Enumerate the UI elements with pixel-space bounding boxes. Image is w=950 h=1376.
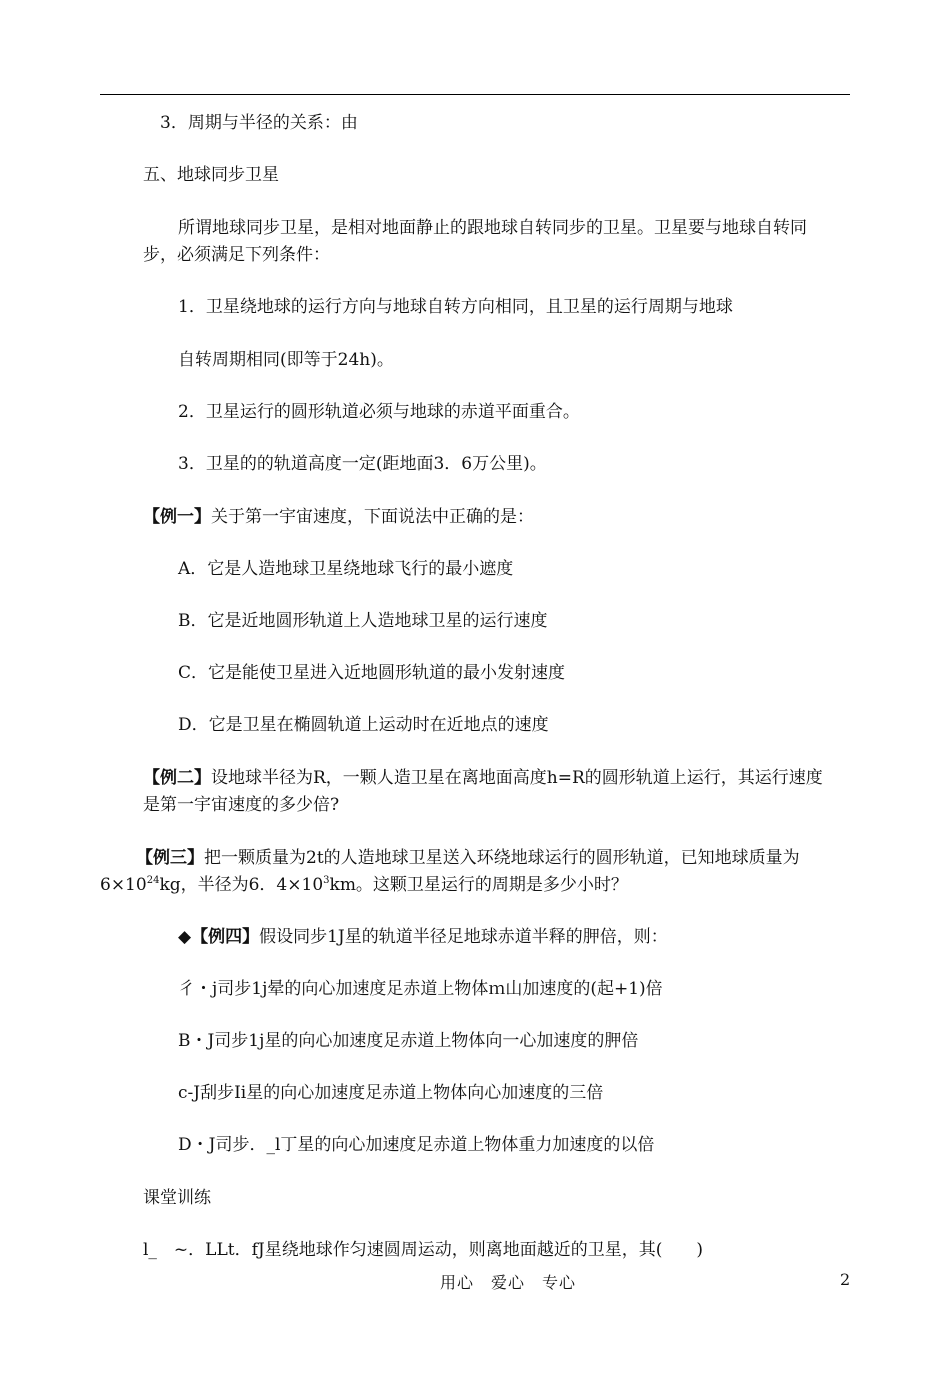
footer-motto: 用心 爱心 专心 [440, 1273, 577, 1292]
text-line [100, 874, 628, 896]
example-tag: 【例一】 [143, 507, 211, 527]
text-line: 2．卫星运行的圆形轨道必须与地球的赤道平面重合。 [178, 402, 580, 422]
option-c: C．它是能使卫星进入近地圆形轨道的最小发射速度 [178, 663, 566, 683]
exponent: 3 [323, 875, 330, 886]
example-tag: ◆【例四】 [178, 927, 260, 947]
example-3 [136, 847, 800, 869]
option-a: A．它是人造地球卫星绕地球飞行的最小遮度 [178, 559, 514, 579]
page-number: 2 [840, 1270, 851, 1289]
example-text: 关于第一宇宙速度，下面说法中正确的是： [211, 507, 534, 527]
text-fragment: km。这颗卫星运行的周期是多少小时？ [329, 875, 628, 895]
header-rule [100, 94, 850, 95]
option-d: D．它是卫星在椭圆轨道上运动时在近地点的速度 [178, 715, 549, 735]
section-heading: 课堂训练 [143, 1188, 211, 1208]
exponent: 24 [146, 875, 160, 886]
text-line: 自转周期相同(即等于24h)。 [178, 350, 394, 370]
example-1 [143, 506, 534, 528]
example-text: 把一颗质量为2t的人造地球卫星送入环绕地球运行的圆形轨道，已知地球质量为 [204, 848, 800, 868]
text-line: 是第一宇宙速度的多少倍? [143, 795, 340, 815]
example-4 [178, 926, 668, 948]
option-b: B・J司步1j星的向心加速度足赤道上物体向一心加速度的胛倍 [178, 1031, 639, 1051]
option-b: B．它是近地圆形轨道上人造地球卫星的运行速度 [178, 611, 548, 631]
example-text: 假设同步1J星的轨道半径足地球赤道半释的胛倍，则： [259, 927, 668, 947]
option-c: c-J刮步Ii星的向心加速度足赤道上物体向心加速度的三倍 [178, 1083, 604, 1103]
text-fragment: kg，半径为6．4×10 [159, 875, 324, 895]
text-line: 步，必须满足下列条件： [143, 245, 330, 265]
text-line: 所谓地球同步卫星，是相对地面静止的跟地球自转同步的卫星。卫星要与地球自转同 [178, 218, 807, 238]
text-fragment: 6×10 [100, 875, 147, 895]
text-line: 3．卫星的的轨道高度一定(距地面3．6万公里)。 [178, 454, 547, 474]
example-tag: 【例二】 [143, 768, 211, 788]
text-line: 1．卫星绕地球的运行方向与地球自转方向相同，且卫星的运行周期与地球 [178, 297, 733, 317]
text-line: 3．周期与半径的关系：由 [160, 113, 358, 133]
text-line: l_ ~．LLt．fJ星绕地球作匀速圆周运动，则离地面越近的卫星，其( ) [143, 1240, 703, 1260]
example-text: 设地球半径为R，一颗人造卫星在离地面高度h=R的圆形轨道上运行，其运行速度 [211, 768, 823, 788]
example-2 [143, 767, 823, 789]
section-heading: 五、地球同步卫星 [143, 165, 279, 185]
example-tag: 【例三】 [136, 848, 204, 868]
option-d: D・J司步．_l丁星的向心加速度足赤道上物体重力加速度的以倍 [178, 1135, 655, 1155]
option-a: 彳・j司步1j晕的向心加速度足赤道上物体ｍ山加速度的(起+1)倍 [178, 979, 663, 999]
